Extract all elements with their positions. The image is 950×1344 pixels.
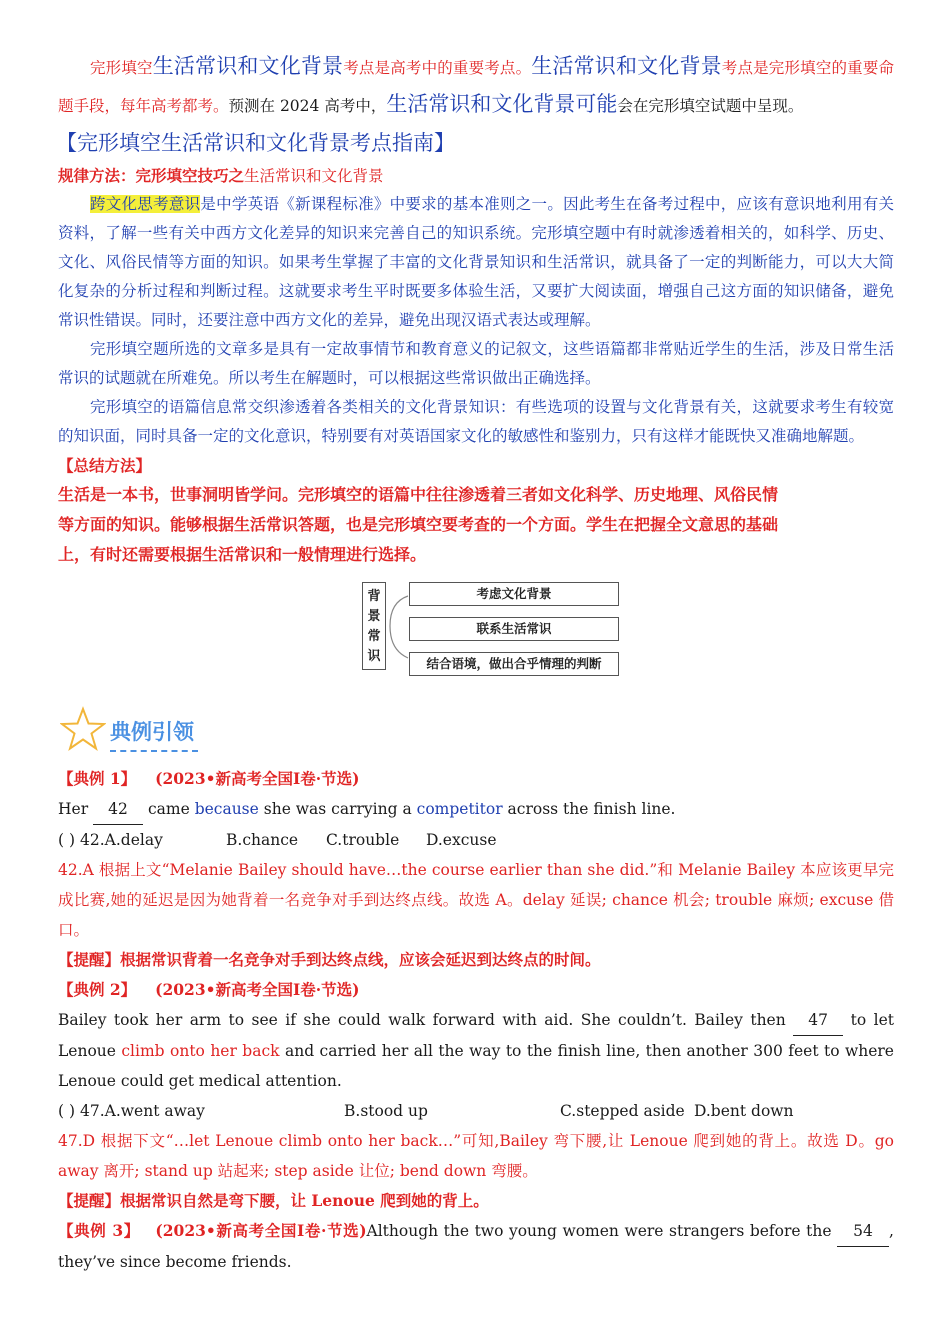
intro-s3: 考点是高考中的重要考点。 [343, 59, 532, 77]
answer-paren: ( ) [58, 831, 76, 849]
q-text: to let Lenoue [58, 1011, 895, 1060]
diagram-side-label [362, 582, 386, 670]
example-1-source: (2023•新高考全国Ⅰ卷·节选) [155, 769, 360, 788]
background-knowledge-diagram [362, 582, 622, 682]
intro-s2: 生活常识和文化背景 [152, 54, 344, 78]
diagram-side-char: 背 [367, 589, 381, 604]
example-1-options [58, 825, 894, 855]
guide-title: 【完形填空生活常识和文化背景考点指南】 [56, 131, 455, 155]
highlight-phrase: 跨文化思考意识 [90, 195, 201, 213]
q-text: came [143, 800, 195, 818]
q-text: , they’ve since become friends. [58, 1222, 894, 1271]
diagram-box-context: 结合语境，做出合乎情理的判断 [409, 652, 619, 676]
rule-line [58, 162, 894, 190]
option-d: D.excuse [426, 831, 497, 849]
summary-label: 【总结方法】 [58, 456, 152, 475]
example-3-label: 【典例 3】 [58, 1221, 140, 1240]
intro-paragraph [58, 48, 894, 124]
option-c: C.stepped aside [560, 1102, 685, 1120]
example-2-source: (2023•新高考全国Ⅰ卷·节选) [155, 980, 360, 999]
diagram-side-char: 景 [367, 609, 381, 624]
example-3-question [58, 1216, 894, 1277]
paragraph-3: 完形填空的语篇信息常交织渗透着各类相关的文化背景知识：有些选项的设置与文化背景有关，这就要求考生有较宽的知识面，同时具备一定的文化意识，特别要有对英语国家文化的敏感性和鉴别力，只有这样才能既快又准确地解题。 [58, 398, 894, 445]
answer-blank: 47 [793, 1005, 843, 1036]
example-2-options [58, 1096, 894, 1126]
rule-label: 规律方法：完形填空技巧之 [58, 166, 245, 185]
star-icon [60, 706, 106, 752]
example-2-header [58, 975, 894, 1005]
diagram-box-life: 联系生活常识 [409, 617, 619, 641]
example-1-question [58, 794, 894, 825]
option-a: 47.A.went away [80, 1102, 205, 1120]
option-a: 42.A.delay [80, 831, 163, 849]
examples-banner [58, 710, 894, 758]
example-2-label: 【典例 2】 [58, 980, 137, 999]
example-1-answer: 42.A 根据上文“Melanie Bailey should have…the course earlier than she did.”和 Melanie Bailey 本应该更早完成比赛,她的延迟是因为她背着一名竞争对手到达终点线。故选 A。delay 延误; chance 机会; trouble 麻烦; excuse 借口。 [58, 861, 894, 939]
answer-paren: ( ) [58, 1102, 76, 1120]
example-3-source: (2023•新高考全国Ⅰ卷·节选) [155, 1221, 367, 1240]
banner-underline [110, 750, 198, 752]
example-1-label: 【典例 1】 [58, 769, 137, 788]
option-b: B.stood up [344, 1102, 428, 1120]
option-d: D.bent down [694, 1102, 794, 1120]
paragraph-2: 完形填空题所选的文章多是具有一定故事情节和教育意义的记叙文，这些语篇都非常贴近学生的生活，涉及日常生活常识的试题就在所难免。所以考生在解题时，可以根据这些常识做出正确选择。 [58, 340, 894, 387]
rule-text: 生活常识和文化背景 [244, 167, 384, 185]
answer-blank: 42 [93, 794, 143, 825]
q-text: Although the two young women were strangers before the [366, 1222, 838, 1240]
q-text: she was carrying a [258, 800, 417, 818]
summary-text: 生活是一本书，世事洞明皆学问。完形填空的语篇中往往渗透着三者如文化科学、历史地理、风俗民情等方面的知识。能够根据生活常识答题，也是完形填空要考查的一个方面。学生在把握全文意思的基础上，有时还需要根据生活常识和一般情理进行选择。 [58, 485, 779, 564]
option-c: C.trouble [326, 831, 400, 849]
examples-banner-title: 典例引领 [110, 720, 194, 744]
diagram-side-char: 识 [367, 649, 381, 664]
q-text: and carried her all the way to the finish line, then another 300 feet to where Lenoue could get medical attention. [58, 1042, 894, 1090]
intro-s8: 会在完形填空试题中呈现。 [617, 97, 804, 115]
document-page [58, 48, 894, 1277]
intro-s7: 生活常识和文化背景可能 [386, 92, 618, 116]
example-2-question [58, 1005, 894, 1096]
intro-s4: 生活常识和文化背景 [531, 54, 722, 78]
diagram-side-char: 常 [367, 629, 381, 644]
intro-s5: 考点是完形填空的重要命题手段，每年高考都考。 [58, 59, 894, 115]
q-keyword: competitor [416, 800, 503, 818]
q-keyword: climb onto her back [121, 1042, 280, 1060]
answer-blank: 54 [837, 1216, 889, 1247]
q-text: Bailey took her arm to see if she could walk forward with aid. She couldn’t. Bailey then [58, 1011, 794, 1029]
paragraph-1 [58, 190, 894, 335]
q-text: Her [58, 800, 94, 818]
intro-s6: 预测在 2024 高考中， [228, 97, 387, 115]
intro-s1: 完形填空 [90, 59, 153, 77]
example-1-tip: 【提醒】根据常识背着一名竞争对手到达终点线，应该会延迟到达终点的时间。 [58, 950, 601, 969]
diagram-brace [386, 582, 410, 672]
example-2-answer: 47.D 根据下文“…let Lenoue climb onto her back…”可知,Bailey 弯下腰,让 Lenoue 爬到她的背上。故选 D。go away 离开; stand up 站起来; step aside 让位; bend down 弯腰。 [58, 1132, 894, 1180]
diagram-box-culture: 考虑文化背景 [409, 582, 619, 606]
q-text: across the finish line. [502, 800, 676, 818]
paragraph-1-text: 是中学英语《新课程标准》中要求的基本准则之一。因此考生在备考过程中，应该有意识地利用有关资料，了解一些有关中西方文化差异的知识来完善自己的知识系统。完形填空题中有时就渗透着相关的，如科学、历史、文化、风俗民情等方面的知识。如果考生掌握了丰富的文化背景知识和生活常识，就具备了一定的判断能力，可以大大简化复杂的分析过程和判断过程。这就要求考生平时既要多体验生活，又要扩大阅读面，增强自己这方面的知识储备，避免常识性错误。同时，还要注意中西方文化的差异，避免出现汉语式表达或理解。 [58, 195, 894, 329]
example-2-tip: 【提醒】根据常识自然是弯下腰，让 Lenoue 爬到她的背上。 [58, 1191, 489, 1210]
option-b: B.chance [226, 831, 299, 849]
q-keyword: because [194, 800, 259, 818]
example-1-header [58, 764, 894, 794]
